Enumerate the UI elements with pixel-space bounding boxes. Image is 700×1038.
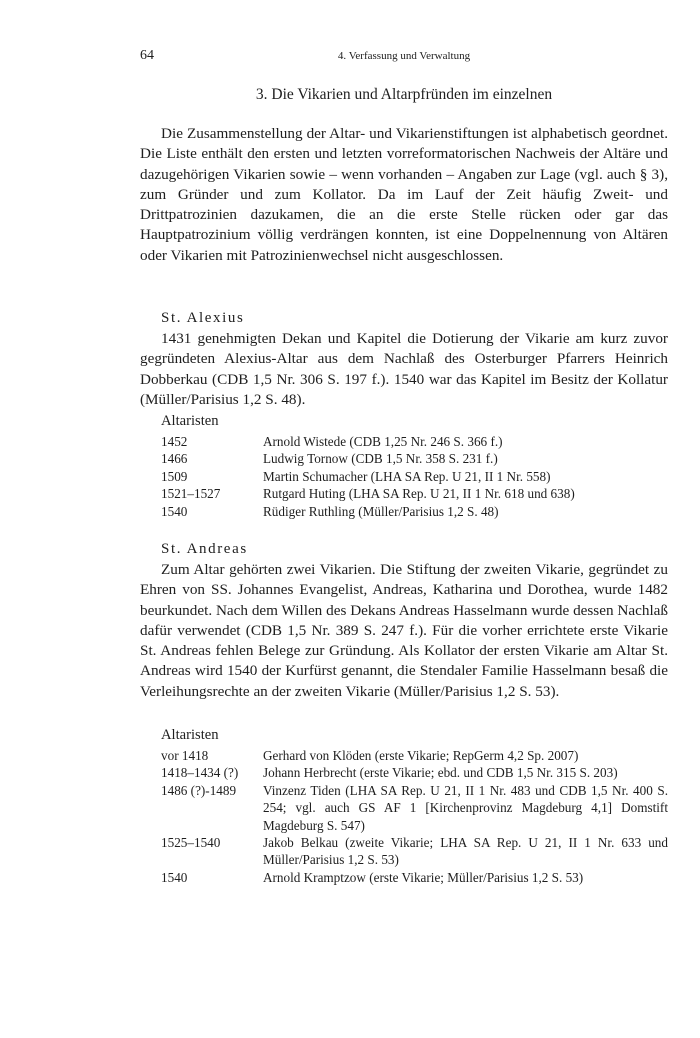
year-cell: 1540 xyxy=(161,869,188,885)
altaristen-table-andreas xyxy=(161,747,668,886)
intro-block xyxy=(140,124,668,266)
entry-text-andreas: Zum Altar gehörten zwei Vikarien. Die Stiftung der zweiten Vikarie, gegründet zu Ehren von SS. Johannes Evangelist, Andreas, Katharina und Dorothea, wurde 1482 beurkundet. Nach dem Willen des Dekans Andreas Hasselmann wurde dessen Nachlaß dafür verwendet (CDB 1,5 Nr. 389 S. 247 f.). Für die vorher errichtete erste Vikarie St. Andreas fehlen Belege zur Gründung. Als Kollator der ersten Vikarie am Altar St. Andreas wird 1540 der Kurfürst genannt, die Stendaler Familie Hasselmann besaß die Verleihungsrechte an der zweiten Vikarie (Müller/Parisius 1,2 S. 53). xyxy=(140,561,668,700)
intro-paragraph: Die Zusammenstellung der Altar- und Vikarienstiftungen ist alphabetisch geordnet. Die Liste enthält den ersten und letzten vorreformatorischen Nachweis der Altäre und dazugehörigen Vikarien sowie – wenn vorhanden – Angaben zur Lage (vgl. auch § 3), zum Gründer und zum Kollator. Da im Lauf der Zeit häufig Zweit- und Drittpatrozinien dazukamen, die an die erste Stelle rücken oder gar das Hauptpatrozinium völlig verdrängen konnten, ist eine Doppelnennung von Altären oder Vikarien mit Patrozinienwechsel nicht ausgeschlossen. xyxy=(140,125,668,264)
description-cell: Johann Herbrecht (erste Vikarie; ebd. und CDB 1,5 Nr. 315 S. 203) xyxy=(263,765,618,781)
description-cell: Jakob Belkau (zweite Vikarie; LHA SA Rep. U 21, II 1 Nr. 633 und Müller/Parisius 1,2 S. 53) xyxy=(263,835,668,868)
section-heading: 3. Die Vikarien und Altarpfründen im einzelnen xyxy=(255,86,553,103)
altaristen-label-andreas: Altaristen xyxy=(161,727,219,743)
table-row xyxy=(161,450,668,467)
table-row xyxy=(161,503,668,520)
year-cell: 1452 xyxy=(161,434,188,449)
description-cell: Rutgard Huting (LHA SA Rep. U 21, II 1 Nr. 618 und 638) xyxy=(263,486,575,502)
year-cell: 1509 xyxy=(161,468,188,484)
table-row xyxy=(161,869,668,886)
year-cell: vor 1418 xyxy=(161,748,209,763)
description-cell: Arnold Wistede (CDB 1,25 Nr. 246 S. 366 f.) xyxy=(263,434,503,449)
table-row xyxy=(161,764,668,781)
table-row xyxy=(161,433,668,450)
page-header xyxy=(140,48,668,66)
table-row xyxy=(161,834,668,869)
altaristen-label-alexius: Altaristen xyxy=(161,413,219,429)
description-cell: Gerhard von Klöden (erste Vikarie; RepGerm 4,2 Sp. 2007) xyxy=(263,748,579,763)
year-cell: 1540 xyxy=(161,503,188,519)
entry-text-block-andreas xyxy=(140,560,668,702)
entry-heading-alexius: St. Alexius xyxy=(161,310,245,326)
entry-heading-andreas: St. Andreas xyxy=(161,541,248,557)
year-cell: 1418–1434 (?) xyxy=(161,765,239,781)
year-cell: 1521–1527 xyxy=(161,486,221,502)
year-cell: 1466 xyxy=(161,451,188,467)
table-row xyxy=(161,782,668,834)
page-number: 64 xyxy=(140,48,154,63)
description-cell: Ludwig Tornow (CDB 1,5 Nr. 358 S. 231 f.) xyxy=(263,451,498,467)
table-row xyxy=(161,468,668,485)
description-cell: Martin Schumacher (LHA SA Rep. U 21, II 1 Nr. 558) xyxy=(263,468,551,484)
description-cell: Vinzenz Tiden (LHA SA Rep. U 21, II 1 Nr. 483 und CDB 1,5 Nr. 400 S. 254; vgl. auch GS AF 1 [Kirchenprovinz Magdeburg 4,1] Domstift Magdeburg S. 547) xyxy=(263,782,668,833)
table-row xyxy=(161,747,668,764)
description-cell: Arnold Kramptzow (erste Vikarie; Müller/Parisius 1,2 S. 53) xyxy=(263,869,584,885)
running-head: 4. Verfassung und Verwaltung xyxy=(337,50,471,62)
table-row xyxy=(161,485,668,502)
year-cell: 1486 (?)-1489 xyxy=(161,782,237,798)
description-cell: Rüdiger Ruthling (Müller/Parisius 1,2 S. 48) xyxy=(263,503,499,519)
entry-text-block-alexius xyxy=(140,329,668,410)
year-cell: 1525–1540 xyxy=(161,835,221,851)
altaristen-table-alexius xyxy=(161,433,668,520)
entry-text-alexius: 1431 genehmigten Dekan und Kapitel die Dotierung der Vikarie am kurz zuvor gegründeten Alexius-Altar aus dem Nachlaß des Osterburger Pfarrers Heinrich Dobberkau (CDB 1,5 Nr. 306 S. 197 f.). 1540 war das Kapitel im Besitz der Kollatur (Müller/Parisius 1,2 S. 48). xyxy=(140,330,668,408)
